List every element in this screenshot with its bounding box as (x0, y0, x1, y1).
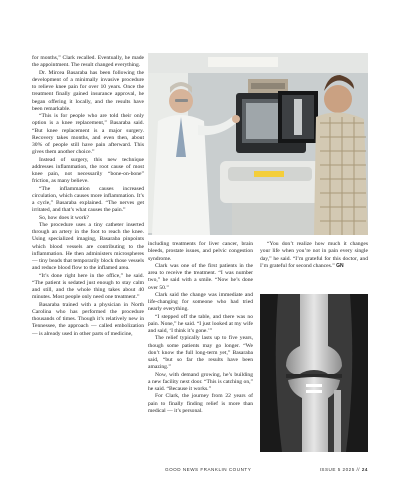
paragraph: including treatments for liver cancer, brain bleeds, prostate issues, and pelvic congestion syndrome. (148, 241, 253, 262)
knee-xray-illustration (260, 294, 368, 452)
paragraph: Dr. Mircea Basaraba has been following the development of a minimally invasive procedure to relieve knee pain for over 10 years. Once the treatment finally gained insurance approval, he began offering it locally, and the results have been remarkable. (32, 69, 144, 112)
paragraph: So, how does it work? (39, 214, 89, 221)
paragraph: for months,” Clark recalled. Eventually, he made the appointment. The result changed everything. (32, 55, 144, 69)
paragraph: “It’s done right here in the office,” he said. “The patient is sedated just enough to stay calm and still, and the whole thing takes about 40 minutes. Most people only need one treatment.” (32, 272, 144, 301)
paragraph (260, 241, 368, 270)
closing-quote: “You don’t realize how much it changes your life when you’re not in pain every single day,” he said. “I’m grateful for this doctor, and I’m grateful for second chances.” (260, 241, 368, 269)
paragraph: Basaraba trained with a physician in North Carolina who has performed the procedure thousands of times. Though it’s relatively new in Tennessee, the approach — called embolization — is already used in other parts of medicine, (32, 301, 144, 337)
footer-publication: GOOD NEWS FRANKLIN COUNTY (165, 467, 252, 472)
paragraph: “I stepped off the table, and there was no pain. None,” he said. “I just looked at my wife and said, ‘I think it’s gone.’” (148, 313, 253, 334)
knee-xray-photo (260, 294, 368, 452)
doctor-patient-illustration (148, 53, 368, 235)
paragraph: Now, with demand growing, he’s building a new facility next door. “This is catching on,” he said. “Because it works.” (148, 371, 253, 392)
doctor-patient-photo (148, 53, 368, 235)
issue-label: ISSUE 5 2025 // (319, 467, 361, 472)
paragraph: Instead of surgery, this new technique addresses inflammation, the root cause of most knee pain, not necessarily “bone-on-bone” friction, as many believe. (32, 156, 144, 185)
page-number: 24 (361, 467, 368, 472)
article-column-3 (260, 241, 368, 270)
paragraph: The relief typically lasts up to five years, though some patients may go longer. “We don’t know the full long-term yet,” Basaraba said, “but so far the results have been amazing.” (148, 335, 253, 371)
footer-issue (320, 467, 368, 472)
paragraph: For Clark, the journey from 22 years of pain to finally finding relief is more than medical — it’s personal. (148, 393, 253, 414)
paragraph: “The inflammation causes increased circulation, which causes more inflammation. It’s a cycle,” Basaraba explained. “The nerves get irritated, and that’s what causes the pain.” (32, 185, 144, 214)
end-mark: GN (336, 262, 344, 269)
paragraph: Clark said the change was immediate and life-changing for someone who had tried nearly everything. (148, 291, 253, 313)
article-column-2 (148, 241, 253, 415)
article-column-1 (32, 55, 144, 338)
paragraph: The procedure uses a tiny catheter inserted through an artery in the foot to reach the knee. Using specialized imaging, Basaraba pinpoints which blood vessels are contributing to the inflammation. He then administers microspheres — tiny beads that temporarily block those vessels and reduce blood flow to the inflamed area. (32, 221, 144, 272)
paragraph: Clark was one of the first patients in the area to receive the treatment. “I was number two,” he said with a smile. “Now he’s done over 50.” (148, 262, 253, 291)
paragraph: “This is for people who are told their only option is a knee replacement,” Basaraba said. “But knee replacement is a major surgery. Recovery takes months, and even then, about 30% of people still have pain afterward. This gives them another choice.” (32, 113, 144, 156)
